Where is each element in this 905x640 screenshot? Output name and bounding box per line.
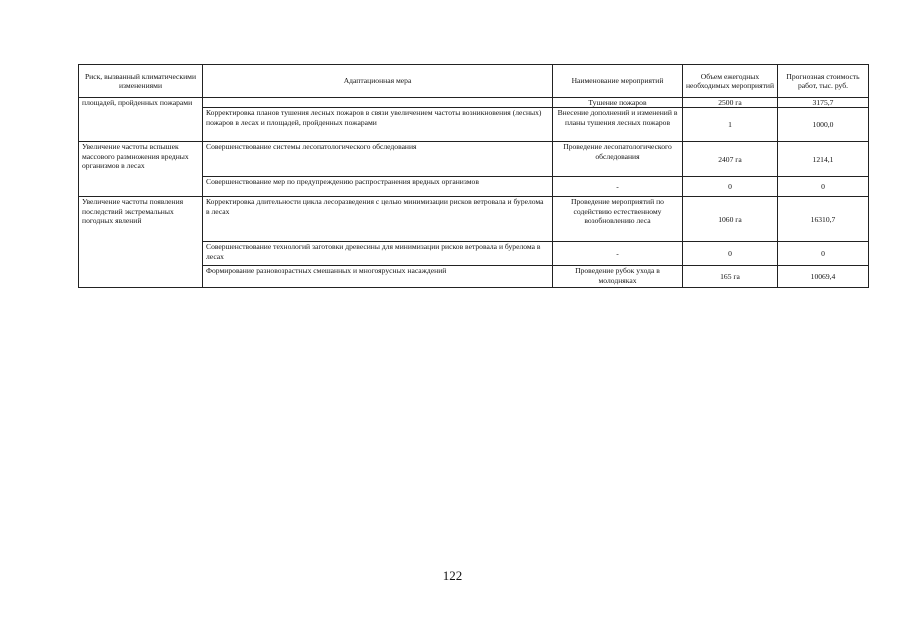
measure-cell: Корректировка длительности цикла лесоразведения с целью минимизации рисков ветровала и бурелома в лесах [203,197,553,242]
risk-cell: площадей, пройденных пожарами [79,98,203,142]
activity-cell: - [553,177,683,197]
cost-cell: 0 [778,177,869,197]
volume-cell: 165 га [683,266,778,288]
cost-cell: 3175,7 [778,98,869,108]
cost-cell: 16310,7 [778,197,869,242]
header-measure: Адаптационная мера [203,65,553,98]
volume-cell: 0 [683,242,778,266]
header-volume: Объем ежегодных необходимых мероприятий [683,65,778,98]
risk-cell: Увеличение частоты появления последствий экстремальных погодных явлений [79,197,203,288]
measure-cell: Совершенствование технологий заготовки древесины для минимизации рисков ветровала и бурелома в лесах [203,242,553,266]
activity-cell: Проведение рубок ухода в молодняках [553,266,683,288]
measure-cell [203,98,553,108]
cost-cell: 1000,0 [778,108,869,142]
cost-cell: 10069,4 [778,266,869,288]
cost-cell: 0 [778,242,869,266]
risk-cell: Увеличение частоты вспышек массового размножения вредных организмов в лесах [79,142,203,197]
cost-cell: 1214,1 [778,142,869,177]
volume-cell: 1060 га [683,197,778,242]
activity-cell: Тушение пожаров [553,98,683,108]
volume-cell: 1 [683,108,778,142]
page-number: 122 [442,568,463,583]
volume-cell: 0 [683,177,778,197]
measure-cell: Совершенствование мер по предупреждению распространения вредных организмов [203,177,553,197]
header-risk: Риск, вызванный климатическими изменениями [79,65,203,98]
activity-cell: - [553,242,683,266]
volume-cell: 2500 га [683,98,778,108]
table-header-row [79,65,869,98]
header-activity: Наименование мероприятий [553,65,683,98]
table-row [79,142,869,177]
measure-cell: Формирование разновозрастных смешанных и многоярусных насаждений [203,266,553,288]
activity-cell: Проведение лесопатологического обследования [553,142,683,177]
adaptation-measures-table [78,64,869,288]
table-row [79,197,869,242]
header-cost: Прогнозная стоимость работ, тыс. руб. [778,65,869,98]
volume-cell: 2407 га [683,142,778,177]
measure-cell: Корректировка планов тушения лесных пожаров в связи увеличением частоты возникновения (лесных) пожаров в лесах и площадей, пройденных пожарами [203,108,553,142]
table-row [79,98,869,108]
activity-cell: Проведение мероприятий по содействию естественному возобновлению леса [553,197,683,242]
activity-cell: Внесение дополнений и изменений в планы тушения лесных пожаров [553,108,683,142]
measure-cell: Совершенствование системы лесопатологического обследования [203,142,553,177]
